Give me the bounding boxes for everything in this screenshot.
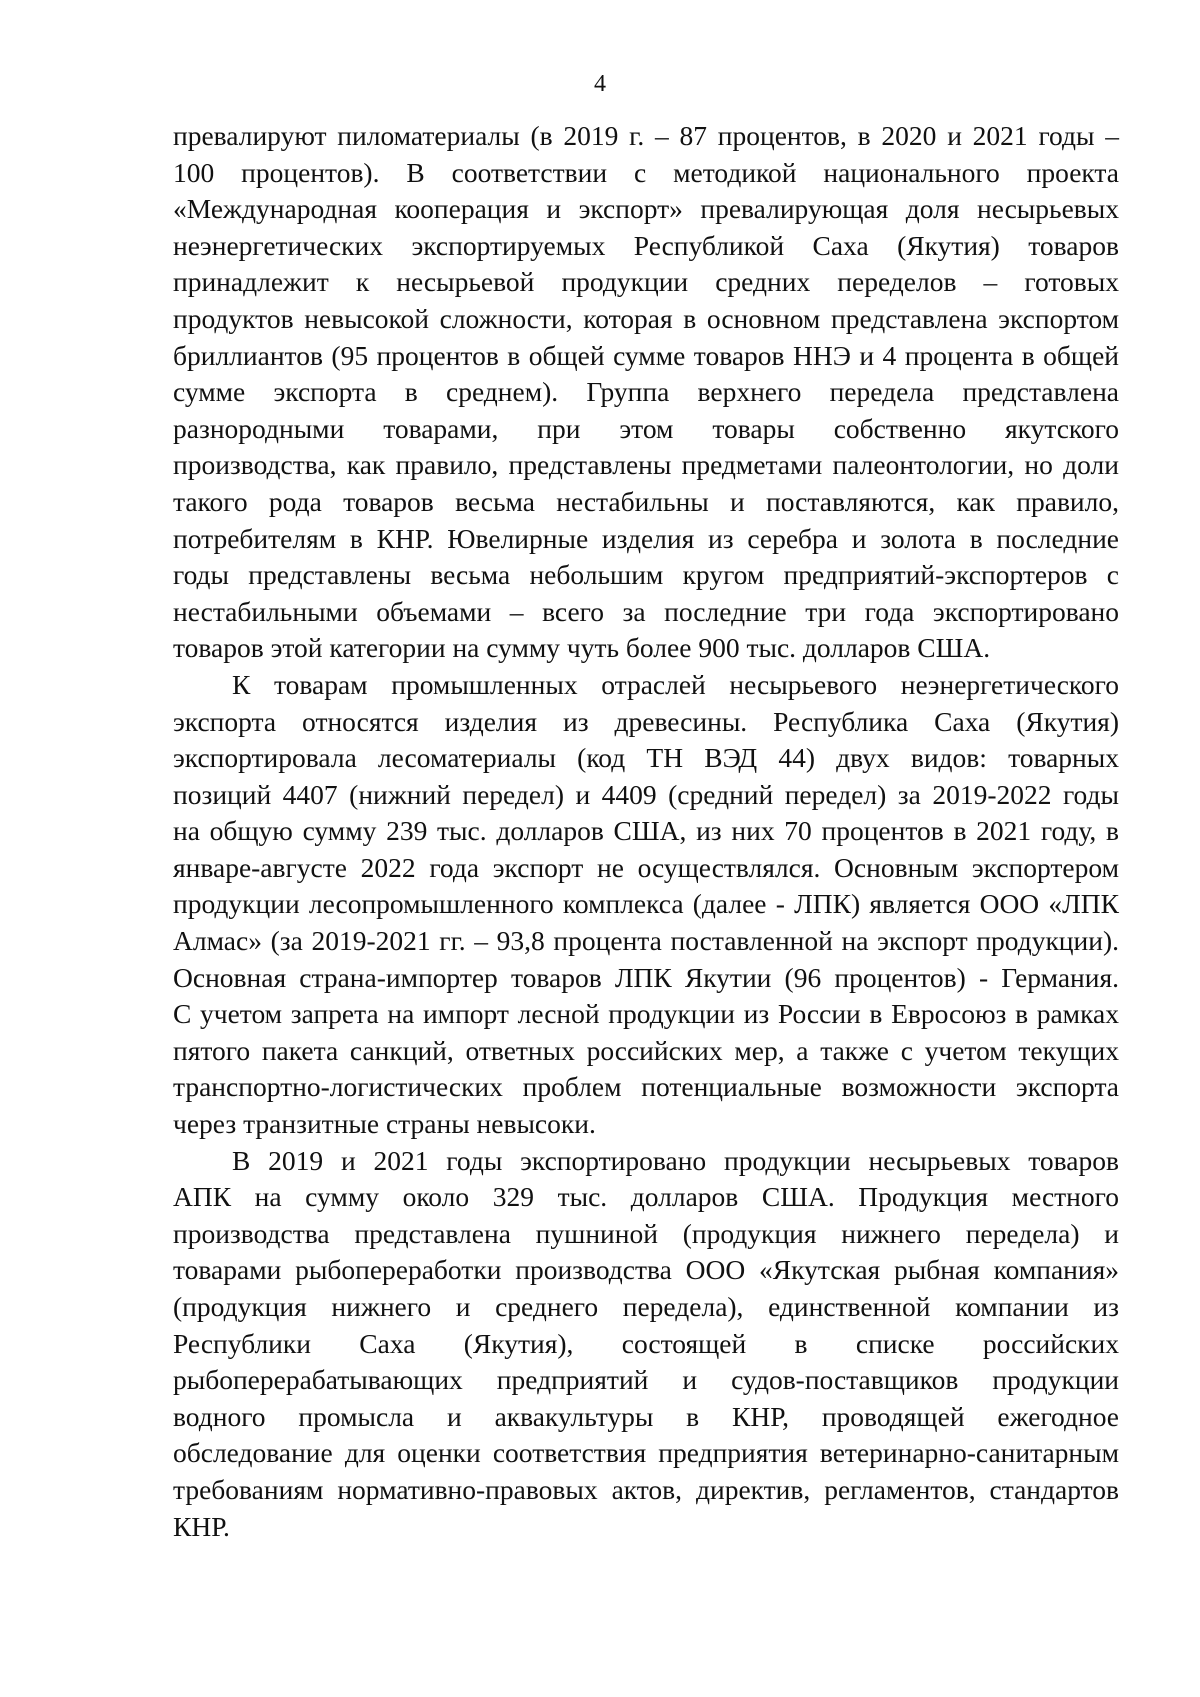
text-line: на общую сумму 239 тыс. долларов США, из них 70 процентов в 2021 году, в [173, 815, 1119, 847]
text-line: через транзитные страны невысоки. [173, 1108, 596, 1140]
text-line: годы представлены весьма небольшим кругом предприятий-экспортеров с [173, 559, 1119, 591]
text-line: разнородными товарами, при этом товары собственно якутского [173, 412, 1119, 444]
paragraph-1 [173, 118, 1119, 667]
text-line: превалируют пиломатериалы (в 2019 г. – 87 процентов, в 2020 и 2021 годы – [173, 120, 1119, 151]
text-line: продукции лесопромышленного комплекса (далее - ЛПК) является ООО «ЛПК [173, 888, 1119, 920]
text-line: Республики Саха (Якутия), состоящей в списке российских [173, 1327, 1119, 1359]
text-line: требованиям нормативно-правовых актов, директив, регламентов, стандартов [173, 1473, 1119, 1505]
text-line: потребителям в КНР. Ювелирные изделия из серебра и золота в последние [173, 522, 1119, 554]
text-line: КНР. [173, 1510, 230, 1542]
text-line: (продукция нижнего и среднего передела), единственной компании из [173, 1291, 1119, 1322]
text-line: 100 процентов). В соответствии с методикой национального проекта [173, 156, 1119, 188]
text-line: обследование для оценки соответствия предприятия ветеринарно-санитарным [173, 1437, 1119, 1469]
document-body [173, 118, 1119, 1545]
text-line: продуктов невысокой сложности, которая в основном представлена экспортом [173, 302, 1119, 334]
text-line: товарами рыбопереработки производства ООО «Якутская рыбная компания» [173, 1254, 1119, 1286]
text-line: принадлежит к несырьевой продукции средних переделов – готовых [173, 266, 1119, 298]
text-line: Алмас» (за 2019-2021 гг. – 93,8 процента поставленной на экспорт продукции). [173, 925, 1119, 957]
text-line: С учетом запрета на импорт лесной продукции из России в Евросоюз в рамках [173, 998, 1119, 1030]
text-line: транспортно-логистических проблем потенциальные возможности экспорта [173, 1071, 1119, 1103]
text-line: товаров этой категории на сумму чуть более 900 тыс. долларов США. [173, 632, 991, 664]
text-line: сумме экспорта в среднем). Группа верхнего передела представлена [173, 376, 1119, 408]
text-line: пятого пакета санкций, ответных российских мер, а также с учетом текущих [173, 1034, 1119, 1066]
text-line: К товарам промышленных отраслей несырьевого неэнергетического [232, 668, 1119, 700]
page-number: 4 [594, 71, 606, 97]
text-line: экспортировала лесоматериалы (код ТН ВЭД 44) двух видов: товарных [173, 742, 1119, 774]
text-line: январе-августе 2022 года экспорт не осуществлялся. Основным экспортером [173, 851, 1119, 883]
text-line: такого рода товаров весьма нестабильны и поставляются, как правило, [173, 485, 1119, 517]
text-line: экспорта относятся изделия из древесины. Республика Саха (Якутия) [173, 705, 1119, 737]
text-line: неэнергетических экспортируемых Республикой Саха (Якутия) товаров [173, 229, 1119, 261]
text-line: водного промысла и аквакультуры в КНР, проводящей ежегодное [173, 1400, 1119, 1432]
text-line: производства представлена пушниной (продукция нижнего передела) и [173, 1217, 1119, 1249]
text-line: Основная страна-импортер товаров ЛПК Якутии (96 процентов) - Германия. [173, 961, 1119, 993]
paragraph-3 [173, 1143, 1119, 1546]
text-line: «Международная кооперация и экспорт» превалирующая доля несырьевых [173, 193, 1119, 225]
text-line: АПК на сумму около 329 тыс. долларов США. Продукция местного [173, 1181, 1119, 1213]
text-line: бриллиантов (95 процентов в общей сумме товаров ННЭ и 4 процента в общей [173, 339, 1119, 371]
paragraph-2 [173, 667, 1119, 1143]
text-line: рыбоперерабатывающих предприятий и судов-поставщиков продукции [173, 1364, 1119, 1396]
text-line: производства, как правило, представлены предметами палеонтологии, но доли [173, 449, 1119, 481]
text-line: позиций 4407 (нижний передел) и 4409 (средний передел) за 2019-2022 годы [173, 778, 1119, 810]
text-line: нестабильными объемами – всего за последние три года экспортировано [173, 595, 1119, 627]
text-line: В 2019 и 2021 годы экспортировано продукции несырьевых товаров [232, 1144, 1119, 1176]
